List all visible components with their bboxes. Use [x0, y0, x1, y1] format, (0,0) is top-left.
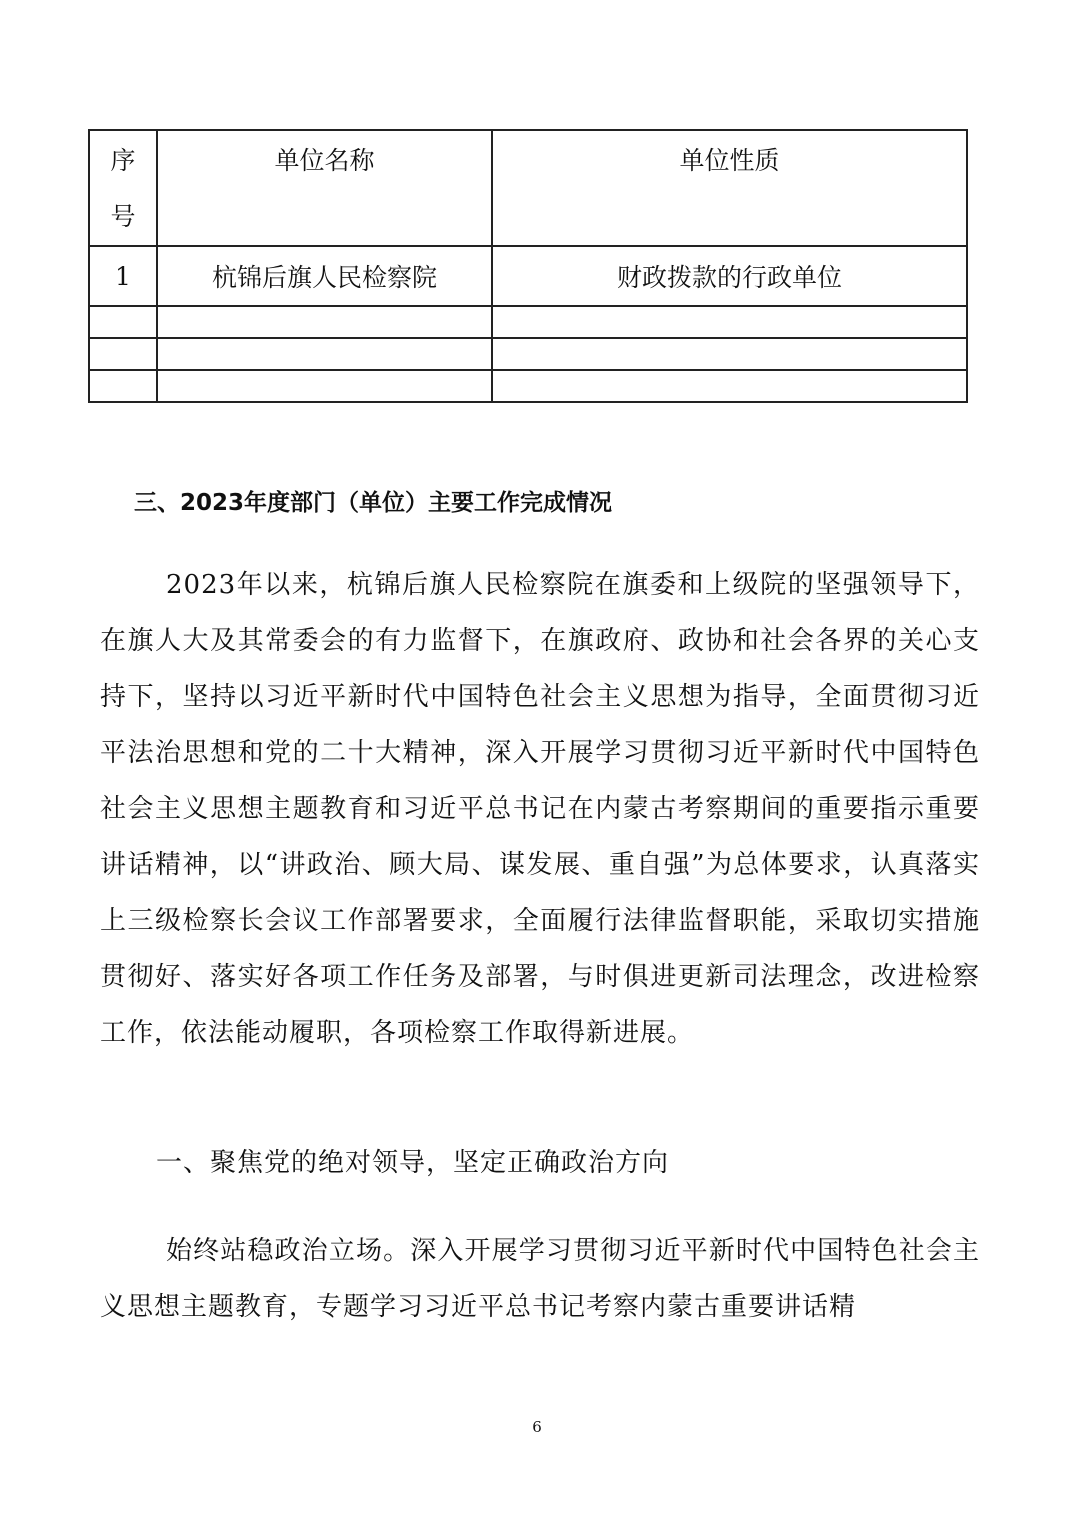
section-heading: 三、2023年度部门（单位）主要工作完成情况 — [134, 490, 613, 516]
table-row — [89, 338, 967, 370]
table-row — [89, 370, 967, 402]
cell-unit-name: 杭锦后旗人民检察院 — [157, 246, 492, 306]
cell-unit-type — [492, 306, 967, 338]
cell-seq: 1 — [89, 246, 157, 306]
header-seq-line1: 序 — [110, 146, 136, 175]
body-paragraph: 始终站稳政治立场。深入开展学习贯彻习近平新时代中国特色社会主义思想主题教育，专题学习习近平总书记考察内蒙古重要讲话精 — [100, 1236, 980, 1322]
header-unit-name: 单位名称 — [157, 130, 492, 246]
table-header-row — [89, 130, 967, 246]
body-paragraph: 2023年以来，杭锦后旗人民检察院在旗委和上级院的坚强领导下，在旗人大及其常委会的有力监督下，在旗政府、政协和社会各界的关心支持下，坚持以习近平新时代中国特色社会主义思想为指导，全面贯彻习近平法治思想和党的二十大精神，深入开展学习贯彻习近平新时代中国特色社会主义思想主题教育和习近平总书记在内蒙古考察期间的重要指示重要讲话精神，以“讲政治、顾大局、谋发展、重自强”为总体要求，认真落实上三级检察长会议工作部署要求，全面履行法律监督职能，采取切实措施贯彻好、落实好各项工作任务及部署，与时俱进更新司法理念，改进检察工作，依法能动履职，各项检察工作取得新进展。 — [100, 570, 980, 1048]
header-seq-line2: 号 — [110, 202, 136, 231]
table-row — [89, 306, 967, 338]
header-unit-type: 单位性质 — [492, 130, 967, 246]
cell-unit-type: 财政拨款的行政单位 — [492, 246, 967, 306]
unit-table — [88, 129, 968, 403]
cell-unit-name — [157, 306, 492, 338]
subheading: 一、聚焦党的绝对领导，坚定正确政治方向 — [156, 1148, 670, 1178]
table-row — [89, 246, 967, 306]
cell-unit-type — [492, 370, 967, 402]
header-seq — [89, 130, 157, 246]
cell-seq — [89, 370, 157, 402]
cell-seq — [89, 306, 157, 338]
cell-seq — [89, 338, 157, 370]
cell-unit-name — [157, 370, 492, 402]
cell-unit-type — [492, 338, 967, 370]
cell-unit-name — [157, 338, 492, 370]
page-number: 6 — [532, 1418, 542, 1436]
